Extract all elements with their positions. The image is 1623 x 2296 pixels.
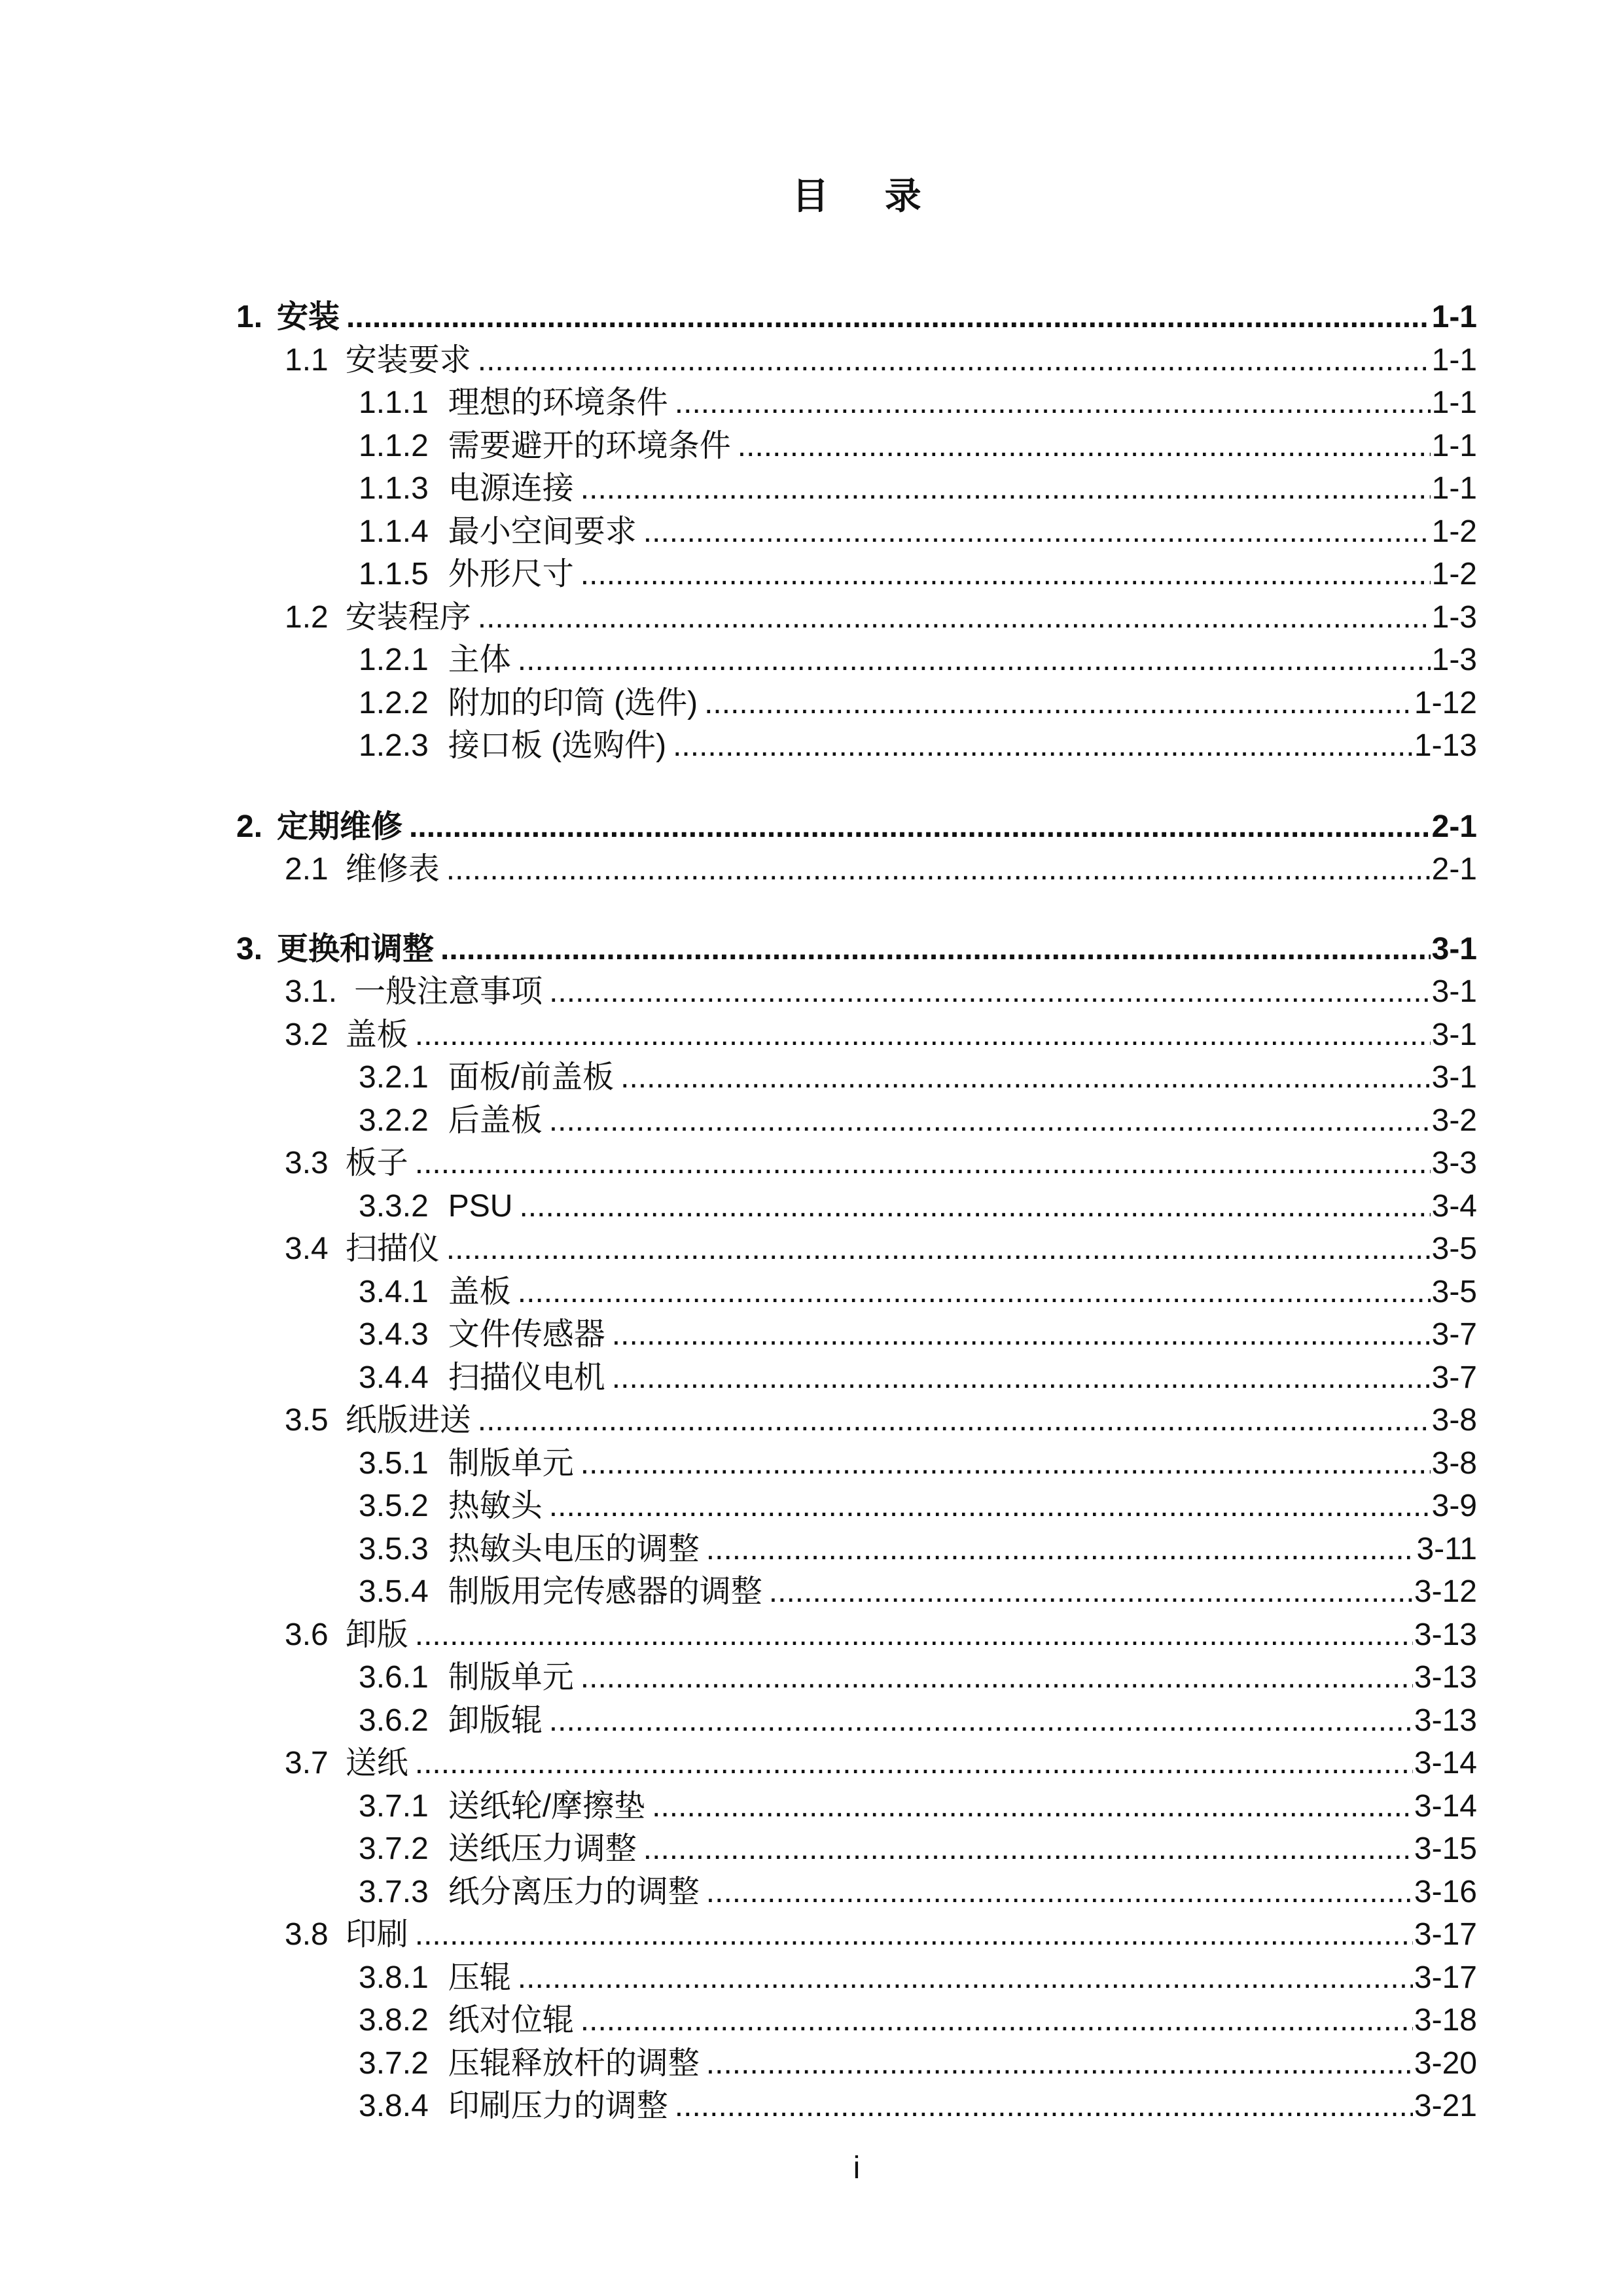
dot-leader bbox=[478, 339, 1431, 382]
entry-page-number: 3-11 bbox=[1416, 1531, 1477, 1566]
entry-number: 3.2 bbox=[285, 1017, 329, 1052]
dot-leader bbox=[706, 2042, 1413, 2085]
toc-subsection-1-1-1 bbox=[236, 381, 1477, 425]
toc-subsection-3-5-1 bbox=[236, 1442, 1477, 1485]
toc-subsection-3-7-1 bbox=[236, 1785, 1477, 1828]
toc-section-3-5 bbox=[236, 1399, 1477, 1442]
dot-leader bbox=[738, 425, 1431, 468]
entry-page-number: 1-2 bbox=[1431, 557, 1477, 592]
entry-title: 送纸压力调整 bbox=[448, 1831, 637, 1866]
entry-number: 1.1.4 bbox=[359, 514, 429, 549]
dot-leader bbox=[580, 1999, 1413, 2042]
entry-number: 3.6 bbox=[285, 1617, 329, 1652]
entry-number: 3.5 bbox=[285, 1403, 329, 1438]
entry-number: 3.4.3 bbox=[359, 1317, 429, 1352]
entry-title: 最小空间要求 bbox=[448, 514, 637, 549]
page-number: i bbox=[853, 2151, 861, 2185]
toc-section-3-2 bbox=[236, 1014, 1477, 1057]
toc-subsection-1-1-2 bbox=[236, 425, 1477, 468]
entry-title: 板子 bbox=[345, 1146, 408, 1180]
entry-number: 3.8 bbox=[285, 1917, 329, 1952]
entry-number: 3.4.1 bbox=[359, 1274, 429, 1309]
entry-number: 3.7.1 bbox=[359, 1788, 429, 1824]
entry-number: 3.7.2 bbox=[359, 2045, 429, 2081]
toc-subsection-3-5-4 bbox=[236, 1570, 1477, 1614]
dot-leader bbox=[643, 1828, 1413, 1871]
table-of-contents bbox=[236, 296, 1477, 2128]
entry-page-number: 3-1 bbox=[1431, 1060, 1477, 1095]
entry-title: 送纸轮/摩擦垫 bbox=[448, 1788, 646, 1824]
toc-subsection-1-2-1 bbox=[236, 639, 1477, 682]
entry-page-number: 3-4 bbox=[1431, 1188, 1477, 1224]
toc-section-3-1 bbox=[236, 970, 1477, 1014]
entry-number: 3.6.1 bbox=[359, 1660, 429, 1695]
entry-page-number: 1-1 bbox=[1431, 300, 1477, 334]
entry-title: 印刷压力的调整 bbox=[448, 2089, 668, 2123]
entry-number: 3.7.2 bbox=[359, 1831, 429, 1866]
entry-number: 3.8.1 bbox=[359, 1960, 429, 1995]
entry-page-number: 3-13 bbox=[1414, 1660, 1477, 1695]
entry-page-number: 3-5 bbox=[1431, 1231, 1477, 1266]
entry-title: 主体 bbox=[448, 643, 511, 677]
entry-title: 外形尺寸 bbox=[448, 557, 574, 592]
dot-leader bbox=[769, 1570, 1413, 1614]
toc-subsection-1-1-3 bbox=[236, 467, 1477, 510]
toc-chapter-2 bbox=[236, 805, 1477, 849]
entry-title: 制版单元 bbox=[448, 1445, 574, 1481]
toc-section-3-4 bbox=[236, 1227, 1477, 1271]
entry-title: 文件传感器 bbox=[448, 1317, 605, 1352]
toc-subsection-3-3-1 bbox=[236, 1185, 1477, 1228]
entry-title: 卸版 bbox=[345, 1617, 408, 1652]
dot-leader bbox=[675, 381, 1431, 425]
entry-number: 1.2.2 bbox=[359, 685, 429, 720]
toc-section-3-8 bbox=[236, 1913, 1477, 1956]
entry-page-number: 3-17 bbox=[1414, 1917, 1477, 1952]
entry-page-number: 1-1 bbox=[1431, 471, 1477, 506]
dot-leader bbox=[415, 1742, 1413, 1785]
entry-number: 3.5.3 bbox=[359, 1531, 429, 1566]
entry-number: 3.2.1 bbox=[359, 1060, 429, 1095]
entry-page-number: 3-3 bbox=[1431, 1146, 1477, 1180]
dot-leader bbox=[612, 1313, 1431, 1356]
toc-subsection-1-2-3 bbox=[236, 724, 1477, 768]
entry-page-number: 3-7 bbox=[1431, 1317, 1477, 1352]
entry-number: 2.1 bbox=[285, 852, 329, 887]
entry-number: 1.1 bbox=[285, 342, 329, 378]
dot-leader bbox=[549, 970, 1431, 1014]
entry-title: 纸分离压力的调整 bbox=[448, 1874, 700, 1909]
entry-title: 盖板 bbox=[448, 1274, 511, 1309]
entry-page-number: 2-1 bbox=[1431, 852, 1477, 887]
toc-subsection-3-7-3 bbox=[236, 1871, 1477, 1914]
entry-page-number: 3-2 bbox=[1431, 1103, 1477, 1138]
dot-leader bbox=[675, 2085, 1413, 2128]
dot-leader bbox=[580, 1442, 1431, 1485]
entry-page-number: 1-3 bbox=[1431, 643, 1477, 677]
dot-leader bbox=[704, 682, 1413, 725]
entry-number: 1.1.3 bbox=[359, 471, 429, 506]
entry-page-number: 3-14 bbox=[1414, 1788, 1477, 1824]
dot-leader bbox=[518, 1271, 1431, 1314]
dot-leader bbox=[549, 1485, 1431, 1528]
dot-leader bbox=[519, 1185, 1430, 1228]
entry-page-number: 3-8 bbox=[1431, 1445, 1477, 1481]
entry-number: 1.1.1 bbox=[359, 385, 429, 420]
entry-number: 1.2 bbox=[285, 599, 329, 635]
dot-leader bbox=[643, 510, 1431, 554]
entry-number: 3.4 bbox=[285, 1231, 329, 1266]
entry-number: 3.4.4 bbox=[359, 1360, 429, 1395]
entry-page-number: 1-1 bbox=[1431, 385, 1477, 420]
dot-leader bbox=[580, 467, 1431, 510]
dot-leader bbox=[580, 553, 1431, 596]
entry-number: 2. bbox=[236, 809, 263, 844]
entry-number: 3.1. bbox=[285, 974, 338, 1009]
entry-page-number: 3-13 bbox=[1414, 1703, 1477, 1738]
dot-leader bbox=[440, 928, 1431, 971]
entry-title: 附加的印筒 (选件) bbox=[448, 685, 698, 720]
entry-title: 印刷 bbox=[345, 1917, 408, 1952]
entry-page-number: 3-21 bbox=[1414, 2089, 1477, 2123]
entry-page-number: 1-3 bbox=[1431, 599, 1477, 635]
toc-subsection-3-5-3 bbox=[236, 1528, 1477, 1571]
entry-page-number: 1-1 bbox=[1431, 428, 1477, 463]
entry-page-number: 3-8 bbox=[1431, 1403, 1477, 1438]
entry-page-number: 3-18 bbox=[1414, 2003, 1477, 2038]
entry-title: 后盖板 bbox=[448, 1103, 543, 1138]
entry-page-number: 1-1 bbox=[1431, 342, 1477, 378]
entry-number: 3.7.3 bbox=[359, 1874, 429, 1909]
entry-page-number: 1-2 bbox=[1431, 514, 1477, 549]
toc-section-3-6 bbox=[236, 1614, 1477, 1657]
entry-title: 压辊释放杆的调整 bbox=[448, 2045, 700, 2081]
entry-page-number: 3-1 bbox=[1431, 1017, 1477, 1052]
entry-number: 3.3 bbox=[285, 1146, 329, 1180]
dot-leader bbox=[478, 1399, 1431, 1442]
entry-number: 1.1.5 bbox=[359, 557, 429, 592]
entry-number: 3.3.2 bbox=[359, 1188, 429, 1224]
entry-page-number: 3-7 bbox=[1431, 1360, 1477, 1395]
entry-title: 扫描仪 bbox=[345, 1231, 440, 1266]
dot-leader bbox=[415, 1142, 1431, 1185]
toc-subsection-3-2-1 bbox=[236, 1056, 1477, 1099]
entry-page-number: 3-1 bbox=[1431, 931, 1477, 966]
toc-subsection-3-8-2 bbox=[236, 1999, 1477, 2042]
entry-title: PSU bbox=[448, 1188, 513, 1224]
toc-subsection-3-4-2 bbox=[236, 1313, 1477, 1356]
entry-title: 安装程序 bbox=[345, 599, 471, 635]
entry-title: 维修表 bbox=[345, 852, 440, 887]
dot-leader bbox=[518, 1956, 1413, 2000]
entry-number: 3.7 bbox=[285, 1746, 329, 1780]
dot-leader bbox=[620, 1056, 1431, 1099]
entry-page-number: 1-12 bbox=[1414, 685, 1477, 720]
entry-title: 纸版进送 bbox=[345, 1403, 471, 1438]
entry-title: 盖板 bbox=[345, 1017, 408, 1052]
toc-chapter-1 bbox=[236, 296, 1477, 339]
entry-title: 纸对位辊 bbox=[448, 2003, 574, 2038]
toc-subsection-3-7-2 bbox=[236, 1828, 1477, 1871]
entry-number: 3. bbox=[236, 931, 263, 966]
dot-leader bbox=[415, 1913, 1413, 1956]
dot-leader bbox=[415, 1614, 1413, 1657]
dot-leader bbox=[446, 848, 1431, 891]
entry-title: 热敏头 bbox=[448, 1489, 543, 1523]
toc-subsection-1-1-5 bbox=[236, 553, 1477, 596]
dot-leader bbox=[673, 724, 1413, 768]
toc-heading: 目 录 bbox=[792, 175, 921, 217]
toc-subsection-1-2-2 bbox=[236, 682, 1477, 725]
entry-title: 理想的环境条件 bbox=[448, 385, 668, 420]
entry-title: 需要避开的环境条件 bbox=[448, 428, 731, 463]
entry-number: 1.1.2 bbox=[359, 428, 429, 463]
dot-leader bbox=[612, 1356, 1431, 1400]
entry-number: 1.2.3 bbox=[359, 728, 429, 763]
entry-title: 定期维修 bbox=[277, 809, 403, 844]
dot-leader bbox=[409, 805, 1431, 849]
dot-leader bbox=[518, 639, 1431, 682]
dot-leader bbox=[706, 1528, 1416, 1571]
entry-title: 扫描仪电机 bbox=[448, 1360, 605, 1395]
dot-leader bbox=[478, 596, 1431, 639]
entry-page-number: 3-5 bbox=[1431, 1274, 1477, 1309]
entry-page-number: 3-9 bbox=[1431, 1489, 1477, 1523]
toc-chapter-3 bbox=[236, 928, 1477, 971]
entry-page-number: 3-15 bbox=[1414, 1831, 1477, 1866]
entry-number: 3.6.2 bbox=[359, 1703, 429, 1738]
dot-leader bbox=[549, 1699, 1413, 1742]
entry-page-number: 1-13 bbox=[1414, 728, 1477, 763]
entry-page-number: 3-20 bbox=[1414, 2045, 1477, 2081]
entry-page-number: 3-16 bbox=[1414, 1874, 1477, 1909]
toc-subsection-3-8-3 bbox=[236, 2042, 1477, 2085]
entry-title: 安装 bbox=[277, 300, 340, 334]
toc-subsection-3-2-2 bbox=[236, 1099, 1477, 1142]
entry-title: 电源连接 bbox=[448, 471, 574, 506]
toc-subsection-3-8-1 bbox=[236, 1956, 1477, 2000]
dot-leader bbox=[446, 1227, 1431, 1271]
entry-number: 3.8.4 bbox=[359, 2089, 429, 2123]
toc-subsection-3-6-1 bbox=[236, 1656, 1477, 1699]
entry-title: 接口板 (选购件) bbox=[448, 728, 667, 763]
entry-number: 3.5.1 bbox=[359, 1445, 429, 1481]
toc-subsection-3-4-1 bbox=[236, 1271, 1477, 1314]
toc-subsection-3-8-4 bbox=[236, 2085, 1477, 2128]
dot-leader bbox=[415, 1014, 1431, 1057]
toc-subsection-3-5-2 bbox=[236, 1485, 1477, 1528]
toc-section-1-1 bbox=[236, 339, 1477, 382]
toc-section-3-7 bbox=[236, 1742, 1477, 1785]
entry-title: 卸版辊 bbox=[448, 1703, 543, 1738]
entry-number: 1. bbox=[236, 300, 263, 334]
entry-number: 3.5.4 bbox=[359, 1574, 429, 1609]
entry-number: 1.2.1 bbox=[359, 643, 429, 677]
toc-subsection-3-6-2 bbox=[236, 1699, 1477, 1742]
entry-title: 压辊 bbox=[448, 1960, 511, 1995]
entry-number: 3.5.2 bbox=[359, 1489, 429, 1523]
entry-number: 3.2.2 bbox=[359, 1103, 429, 1138]
entry-title: 制版用完传感器的调整 bbox=[448, 1574, 762, 1609]
toc-section-1-2 bbox=[236, 596, 1477, 639]
toc-subsection-3-4-3 bbox=[236, 1356, 1477, 1400]
dot-leader bbox=[580, 1656, 1413, 1699]
dot-leader bbox=[346, 296, 1431, 339]
entry-title: 一般注意事项 bbox=[354, 974, 543, 1009]
dot-leader bbox=[652, 1785, 1413, 1828]
entry-title: 热敏头电压的调整 bbox=[448, 1531, 700, 1566]
entry-number: 3.8.2 bbox=[359, 2003, 429, 2038]
dot-leader bbox=[706, 1871, 1413, 1914]
entry-page-number: 3-13 bbox=[1414, 1617, 1477, 1652]
entry-page-number: 3-14 bbox=[1414, 1746, 1477, 1780]
toc-section-2-1 bbox=[236, 848, 1477, 891]
entry-title: 更换和调整 bbox=[277, 931, 435, 966]
entry-page-number: 3-17 bbox=[1414, 1960, 1477, 1995]
dot-leader bbox=[549, 1099, 1431, 1142]
toc-section-3-3 bbox=[236, 1142, 1477, 1185]
entry-title: 安装要求 bbox=[345, 342, 471, 378]
entry-page-number: 3-12 bbox=[1414, 1574, 1477, 1609]
entry-page-number: 2-1 bbox=[1431, 809, 1477, 844]
entry-title: 制版单元 bbox=[448, 1660, 574, 1695]
entry-title: 面板/前盖板 bbox=[448, 1060, 615, 1095]
entry-page-number: 3-1 bbox=[1431, 974, 1477, 1009]
toc-subsection-1-1-4 bbox=[236, 510, 1477, 554]
entry-title: 送纸 bbox=[345, 1746, 408, 1780]
